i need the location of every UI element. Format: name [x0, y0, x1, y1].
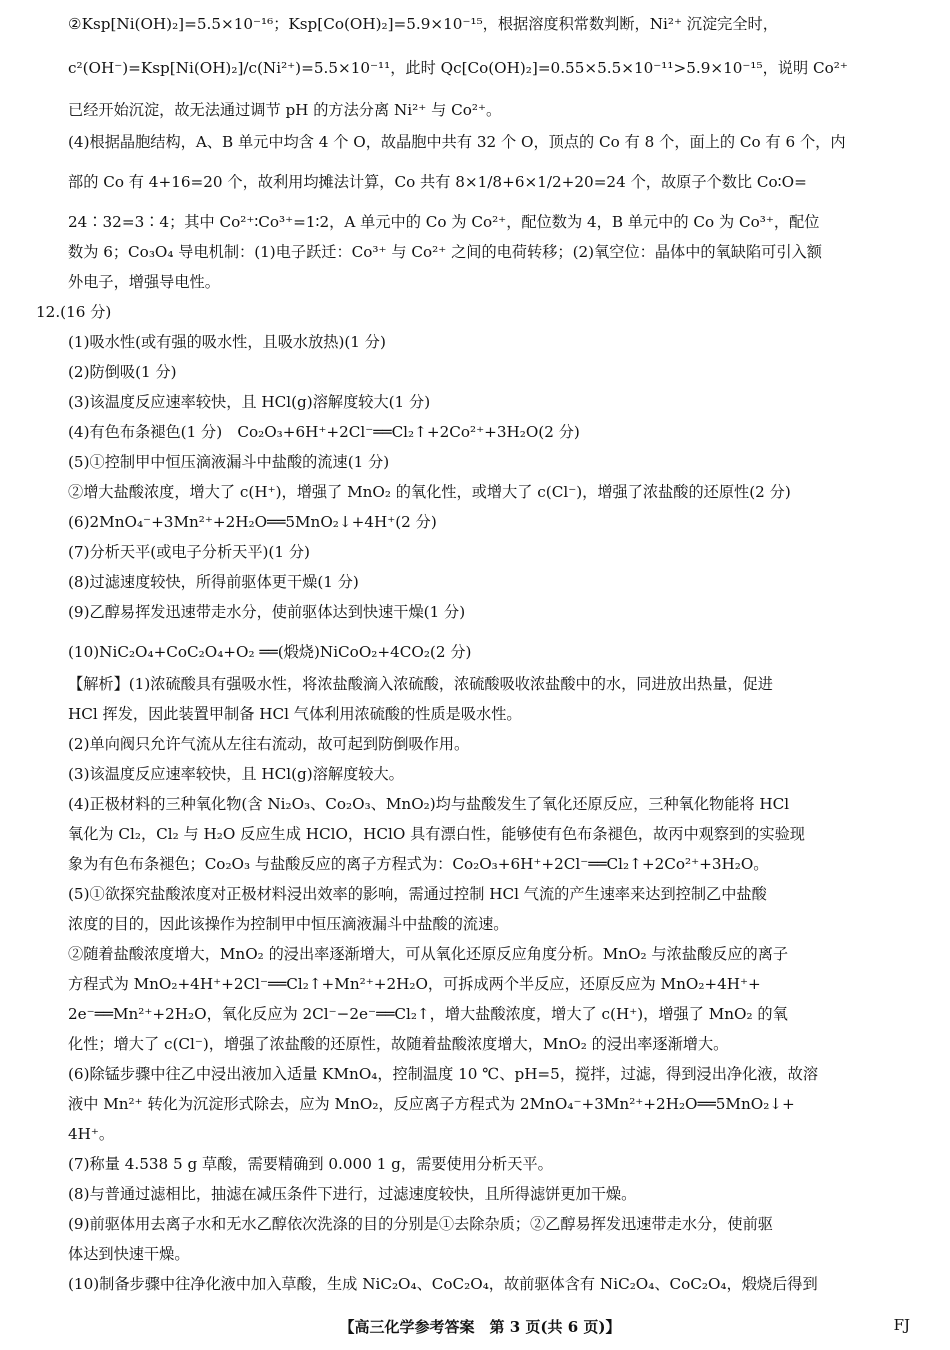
footer-code: FJ: [893, 1316, 910, 1334]
answer-line: (10)NiC₂O₄+CoC₂O₄+O₂ ══(煅烧)NiCoO₂+4CO₂(2 分): [68, 643, 472, 661]
text-line: ②Ksp[Ni(OH)₂]=5.5×10⁻¹⁶；Ksp[Co(OH)₂]=5.9×10⁻¹⁵，根据溶度积常数判断，Ni²⁺ 沉淀完全时，: [68, 15, 778, 33]
analysis-line: 方程式为 MnO₂+4H⁺+2Cl⁻══Cl₂↑+Mn²⁺+2H₂O，可拆成两个半反应，还原反应为 MnO₂+4H⁺+: [68, 975, 761, 993]
analysis-line: 象为有色布条褪色；Co₂O₃ 与盐酸反应的离子方程式为：Co₂O₃+6H⁺+2Cl⁻══Cl₂↑+2Co²⁺+3H₂O。: [68, 855, 769, 873]
text-line: c²(OH⁻)=Ksp[Ni(OH)₂]/c(Ni²⁺)=5.5×10⁻¹¹，此时 Qc[Co(OH)₂]=0.55×5.5×10⁻¹¹>5.9×10⁻¹⁵，说明 Co²⁺: [68, 59, 848, 77]
text-line: 外电子，增强导电性。: [68, 273, 220, 291]
answer-line: (7)分析天平(或电子分析天平)(1 分): [68, 543, 310, 561]
analysis-line: ②随着盐酸浓度增大，MnO₂ 的浸出率逐渐增大，可从氧化还原反应角度分析。MnO₂ 与浓盐酸反应的离子: [68, 945, 789, 963]
answer-line: (3)该温度反应速率较快，且 HCl(g)溶解度较大(1 分): [68, 393, 431, 411]
answer-line: (9)乙醇易挥发迅速带走水分，使前驱体达到快速干燥(1 分): [68, 603, 466, 621]
analysis-line: HCl 挥发，因此装置甲制备 HCl 气体利用浓硫酸的性质是吸水性。: [68, 705, 522, 723]
answer-line: (5)①控制甲中恒压滴液漏斗中盐酸的流速(1 分): [68, 453, 390, 471]
analysis-line: (6)除锰步骤中往乙中浸出液加入适量 KMnO₄，控制温度 10 ℃、pH=5，搅拌，过滤，得到浸出净化液，故溶: [68, 1065, 819, 1083]
answer-line: (1)吸水性(或有强的吸水性，且吸水放热)(1 分): [68, 333, 386, 351]
question-header: 12.(16 分): [36, 303, 112, 321]
analysis-line: 氧化为 Cl₂，Cl₂ 与 H₂O 反应生成 HClO，HClO 具有漂白性，能够使有色布条褪色，故丙中观察到的实验现: [68, 825, 805, 843]
analysis-line: (9)前驱体用去离子水和无水乙醇依次洗涤的目的分别是①去除杂质；②乙醇易挥发迅速带走水分，使前驱: [68, 1215, 773, 1233]
analysis-line: 4H⁺。: [68, 1125, 115, 1143]
analysis-line: (2)单向阀只允许气流从左往右流动，故可起到防倒吸作用。: [68, 735, 470, 753]
footer-title: 【高三化学参考答案 第 3 页(共 6 页)】: [339, 1318, 621, 1336]
answer-line: (8)过滤速度较快，所得前驱体更干燥(1 分): [68, 573, 359, 591]
analysis-line: (4)正极材料的三种氧化物(含 Ni₂O₃、Co₂O₃、MnO₂)均与盐酸发生了氧化还原反应，三种氧化物能将 HCl: [68, 795, 790, 813]
text-line: 部的 Co 有 4+16=20 个，故利用均摊法计算，Co 共有 8×1/8+6×1/2+20=24 个，故原子个数比 Co∶O=: [68, 173, 807, 191]
analysis-line: 化性；增大了 c(Cl⁻)，增强了浓盐酸的还原性，故随着盐酸浓度增大，MnO₂ 的浸出率逐渐增大。: [68, 1035, 729, 1053]
analysis-line: 2e⁻══Mn²⁺+2H₂O，氧化反应为 2Cl⁻−2e⁻══Cl₂↑，增大盐酸浓度，增大了 c(H⁺)，增强了 MnO₂ 的氧: [68, 1005, 788, 1023]
analysis-line: (3)该温度反应速率较快，且 HCl(g)溶解度较大。: [68, 765, 404, 783]
analysis-line: 【解析】(1)浓硫酸具有强吸水性，将浓盐酸滴入浓硫酸，浓硫酸吸收浓盐酸中的水，同进放出热量，促进: [68, 675, 773, 693]
analysis-line: 液中 Mn²⁺ 转化为沉淀形式除去，应为 MnO₂，反应离子方程式为 2MnO₄⁻+3Mn²⁺+2H₂O══5MnO₂↓+: [68, 1095, 795, 1113]
answer-line: ②增大盐酸浓度，增大了 c(H⁺)，增强了 MnO₂ 的氧化性，或增大了 c(Cl⁻)，增强了浓盐酸的还原性(2 分): [68, 483, 791, 501]
analysis-line: (10)制备步骤中往净化液中加入草酸，生成 NiC₂O₄、CoC₂O₄，故前驱体含有 NiC₂O₄、CoC₂O₄，煅烧后得到: [68, 1275, 818, 1293]
answer-line: (2)防倒吸(1 分): [68, 363, 177, 381]
text-line: 24∶32=3∶4；其中 Co²⁺∶Co³⁺=1∶2，A 单元中的 Co 为 Co²⁺，配位数为 4，B 单元中的 Co 为 Co³⁺，配位: [68, 213, 820, 231]
analysis-line: (5)①欲探究盐酸浓度对正极材料浸出效率的影响，需通过控制 HCl 气流的产生速率来达到控制乙中盐酸: [68, 885, 767, 903]
analysis-line: (7)称量 4.538 5 g 草酸，需要精确到 0.000 1 g，需要使用分析天平。: [68, 1155, 553, 1173]
analysis-line: (8)与普通过滤相比，抽滤在减压条件下进行，过滤速度较快，且所得滤饼更加干燥。: [68, 1185, 637, 1203]
text-line: (4)根据晶胞结构，A、B 单元中均含 4 个 O，故晶胞中共有 32 个 O，顶点的 Co 有 8 个，面上的 Co 有 6 个，内: [68, 133, 846, 151]
answer-line: (6)2MnO₄⁻+3Mn²⁺+2H₂O══5MnO₂↓+4H⁺(2 分): [68, 513, 437, 531]
answer-line: (4)有色布条褪色(1 分) Co₂O₃+6H⁺+2Cl⁻══Cl₂↑+2Co²⁺+3H₂O(2 分): [68, 423, 580, 441]
text-line: 已经开始沉淀，故无法通过调节 pH 的方法分离 Ni²⁺ 与 Co²⁺。: [68, 101, 502, 119]
analysis-line: 浓度的目的，因此该操作为控制甲中恒压滴液漏斗中盐酸的流速。: [68, 915, 509, 933]
page-footer: [0, 1316, 950, 1338]
text-line: 数为 6；Co₃O₄ 导电机制：(1)电子跃迁：Co³⁺ 与 Co²⁺ 之间的电荷转移；(2)氧空位：晶体中的氧缺陷可引入额: [68, 243, 822, 261]
analysis-line: 体达到快速干燥。: [68, 1245, 190, 1263]
